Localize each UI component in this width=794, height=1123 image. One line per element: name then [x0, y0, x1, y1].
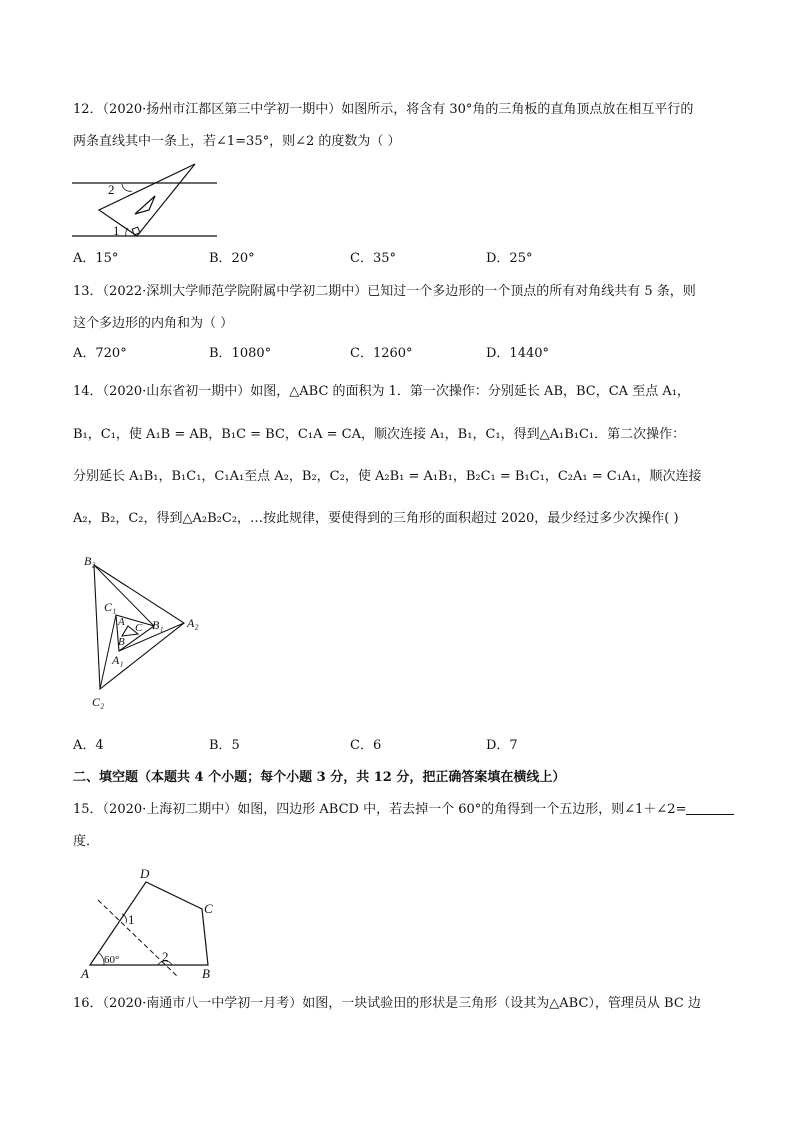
q14-option-d[interactable]: D．7: [486, 738, 518, 753]
q13-option-b[interactable]: B．1080°: [209, 346, 272, 361]
q15-label-2: 2: [162, 949, 169, 964]
q14-text-line2: B₁，C₁，使 A₁B = AB，B₁C = BC，C₁A = CA，顺次连接 A₁，B₁，C₁，得到△A₁B₁C₁．第二次操作：: [73, 427, 686, 442]
q15-label-60: 60°: [104, 954, 120, 966]
q14-text-line1: 14．（2020·山东省初一期中）如图，△ABC 的面积为 1．第一次操作：分别延长 AB，BC，CA 至点 A₁，: [73, 384, 690, 399]
q14-label-b2: B₂: [84, 554, 96, 568]
q12-label-2: 2: [108, 182, 115, 197]
q15-text-line1: 15．（2020·上海初二期中）如图，四边形 ABCD 中，若去掉一个 60°的角得到一个五边形，则∠1＋∠2=: [73, 802, 687, 817]
q14-figure: [78, 553, 210, 713]
q13-option-d[interactable]: D．1440°: [486, 346, 550, 361]
q12-text-line2: 两条直线其中一条上，若∠1=35°，则∠2 的度数为（ ）: [73, 134, 401, 149]
q14-label-c: C: [135, 622, 143, 634]
q12-option-d[interactable]: D．25°: [486, 251, 533, 266]
q13-option-c[interactable]: C．1260°: [350, 346, 413, 361]
q12-text-line1: 12．（2020·扬州市江都区第三中学初一期中）如图所示，将含有 30°角的三角板的直角顶点放在相互平行的: [73, 102, 694, 117]
q14-label-c2: C₂: [92, 695, 105, 709]
q15-answer-blank[interactable]: [686, 801, 734, 815]
q14-text-line4: A₂，B₂，C₂，得到△A₂B₂C₂，…按此规律，要使得到的三角形的面积超过 2020，最少经过多少次操作( ): [73, 511, 679, 526]
q12-right-angle-mark: [132, 227, 140, 235]
q15-label-a: A: [81, 966, 89, 981]
q14-text-line3: 分别延长 A₁B₁，B₁C₁，C₁A₁至点 A₂，B₂，C₂，使 A₂B₁ = A₁B₁，B₂C₁ = B₁C₁，C₂A₁ = C₁A₁，顺次连接: [73, 469, 702, 484]
q14-label-a2: A₂: [187, 616, 199, 630]
q15-label-d: D: [140, 866, 150, 881]
q13-option-a[interactable]: A．720°: [73, 346, 127, 361]
q12-option-b[interactable]: B．20°: [209, 251, 255, 266]
q15-text-line2: 度．: [73, 834, 100, 849]
q15-quadrilateral-abcd: [90, 882, 208, 965]
q16-text-line1: 16．（2020·南通市八一中学初一月考）如图，一块试验田的形状是三角形（设其为△ABC），管理员从 BC 边: [73, 996, 701, 1011]
q15-angle1-arc: [122, 914, 126, 923]
q14-option-c[interactable]: C．6: [350, 738, 382, 753]
q14-option-a[interactable]: A．4: [73, 738, 104, 753]
q15-text-line1-wrap: [73, 801, 734, 819]
q14-label-b1: B₁: [152, 618, 164, 632]
q15-label-c: C: [204, 901, 213, 916]
q15-figure: [78, 862, 228, 982]
q15-label-1: 1: [128, 912, 135, 927]
q14-label-c1: C₁: [104, 600, 117, 614]
q12-figure: [70, 158, 220, 240]
q12-option-c[interactable]: C．35°: [350, 251, 396, 266]
q12-set-square-inner: [135, 196, 155, 214]
q12-angle2-arc: [122, 184, 132, 191]
q14-label-a: A: [118, 616, 125, 628]
q14-option-b[interactable]: B．5: [209, 738, 240, 753]
section2-heading: 二、填空题（本题共 4 个小题；每个小题 3 分，共 12 分，把正确答案填在横线上）: [73, 770, 566, 785]
q14-label-a1: A₁: [112, 653, 124, 667]
q13-text-line1: 13．（2022·深圳大学师范学院附属中学初二期中）已知过一个多边形的一个顶点的所有对角线共有 5 条，则: [73, 284, 696, 299]
q13-text-line2: 这个多边形的内角和为（ ）: [73, 316, 234, 331]
q15-label-b: B: [202, 966, 210, 981]
q12-option-a[interactable]: A．15°: [73, 251, 119, 266]
q14-label-b: B: [118, 636, 125, 648]
q12-label-1: 1: [113, 223, 120, 238]
